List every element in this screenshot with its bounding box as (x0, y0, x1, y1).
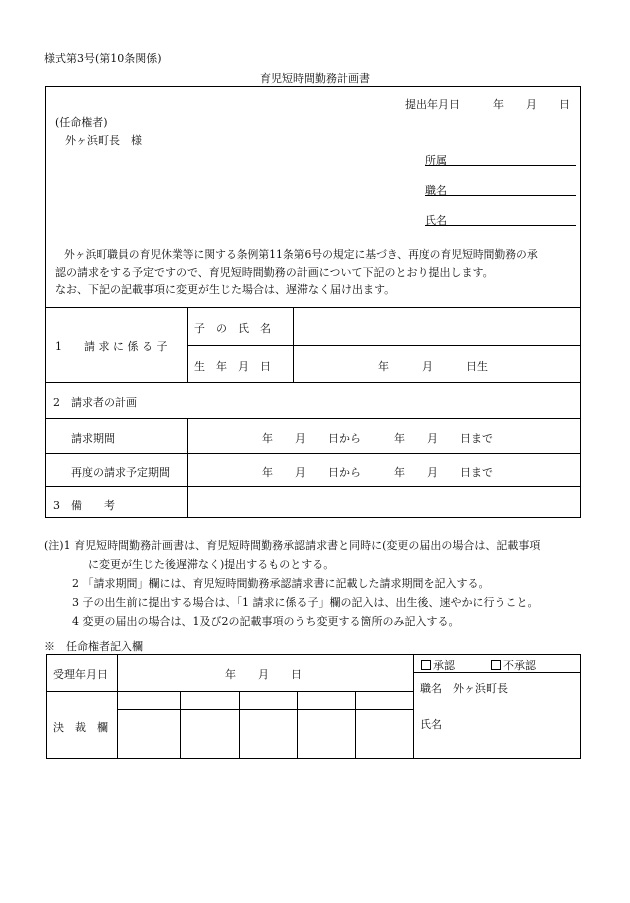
body-text-line-1: 外ヶ浜町職員の育児休業等に関する条例第11条第6号の規定に基づき、再度の育児短時間勤務の承 (64, 248, 538, 261)
document-title: 育児短時間勤務計画書 (260, 72, 370, 85)
child-name-field[interactable] (296, 310, 578, 342)
note-2: 2 「請求期間」欄には、育児短時間勤務承認請求書に記載した請求期間を記入する。 (72, 577, 490, 590)
name-field[interactable] (425, 211, 576, 226)
disapprove-checkbox[interactable] (491, 660, 501, 670)
received-date-value[interactable]: 年 月 日 (225, 668, 302, 681)
received-date-label: 受理年月日 (53, 668, 108, 681)
form-number: 様式第3号(第10条関係) (44, 52, 162, 65)
remarks-field[interactable] (190, 489, 578, 515)
body-text-line-2: 認の請求をする予定ですので、育児短時間勤務の計画について下記のとおり提出します。 (55, 266, 494, 279)
decision-label: 決 裁 欄 (53, 721, 108, 734)
position-label: 職名 (425, 184, 447, 197)
approve-checkbox[interactable] (421, 660, 431, 670)
section3-label: 3 備 考 (53, 499, 115, 512)
affiliation-label: 所属 (425, 154, 447, 167)
submission-date: 提出年月日 年 月 日 (405, 98, 570, 111)
re-period-value[interactable]: 年 月 日から 年 月 日まで (262, 466, 493, 479)
section2-label: 2 請求者の計画 (53, 396, 137, 409)
note-1-cont: に変更が生じた後遅滞なく)提出するものとする。 (88, 558, 335, 571)
note-3: 3 子の出生前に提出する場合は、「1 請求に係る子」欄の記入は、出生後、速やかに行うこと。 (72, 596, 539, 609)
position-field[interactable] (425, 181, 576, 196)
disapprove-option[interactable] (491, 657, 536, 673)
recipient: 外ヶ浜町長 様 (65, 134, 142, 147)
approver-name-label: 氏名 (420, 718, 442, 731)
period-value[interactable]: 年 月 日から 年 月 日まで (262, 432, 493, 445)
name-label: 氏名 (425, 214, 447, 227)
disapprove-label: 不承認 (503, 659, 536, 672)
period-label: 請求期間 (71, 432, 115, 445)
authority-label: (任命権者) (55, 116, 108, 129)
child-birth-label: 生 年 月 日 (194, 360, 271, 373)
approve-option[interactable] (421, 657, 455, 673)
note-1: (注)1 育児短時間勤務計画書は、育児短時間勤務承認請求書と同時に(変更の届出の場合は、記載事項 (44, 539, 541, 552)
re-period-label: 再度の請求予定期間 (71, 466, 170, 479)
child-name-label: 子 の 氏 名 (194, 322, 271, 335)
authority-section-title: ※ 任命権者記入欄 (44, 640, 143, 653)
section1-label: 1 請 求 に 係 る 子 (55, 340, 168, 353)
approver-title: 職名 外ヶ浜町長 (420, 682, 508, 695)
affiliation-field[interactable] (425, 151, 576, 166)
note-4: 4 変更の届出の場合は、1及び2の記載事項のうち変更する箇所のみ記入する。 (72, 615, 460, 628)
child-birth-value[interactable]: 年 月 日生 (378, 360, 488, 373)
approve-label: 承認 (433, 659, 455, 672)
body-text-line-3: なお、下記の記載事項に変更が生じた場合は、遅滞なく届け出ます。 (55, 283, 396, 296)
